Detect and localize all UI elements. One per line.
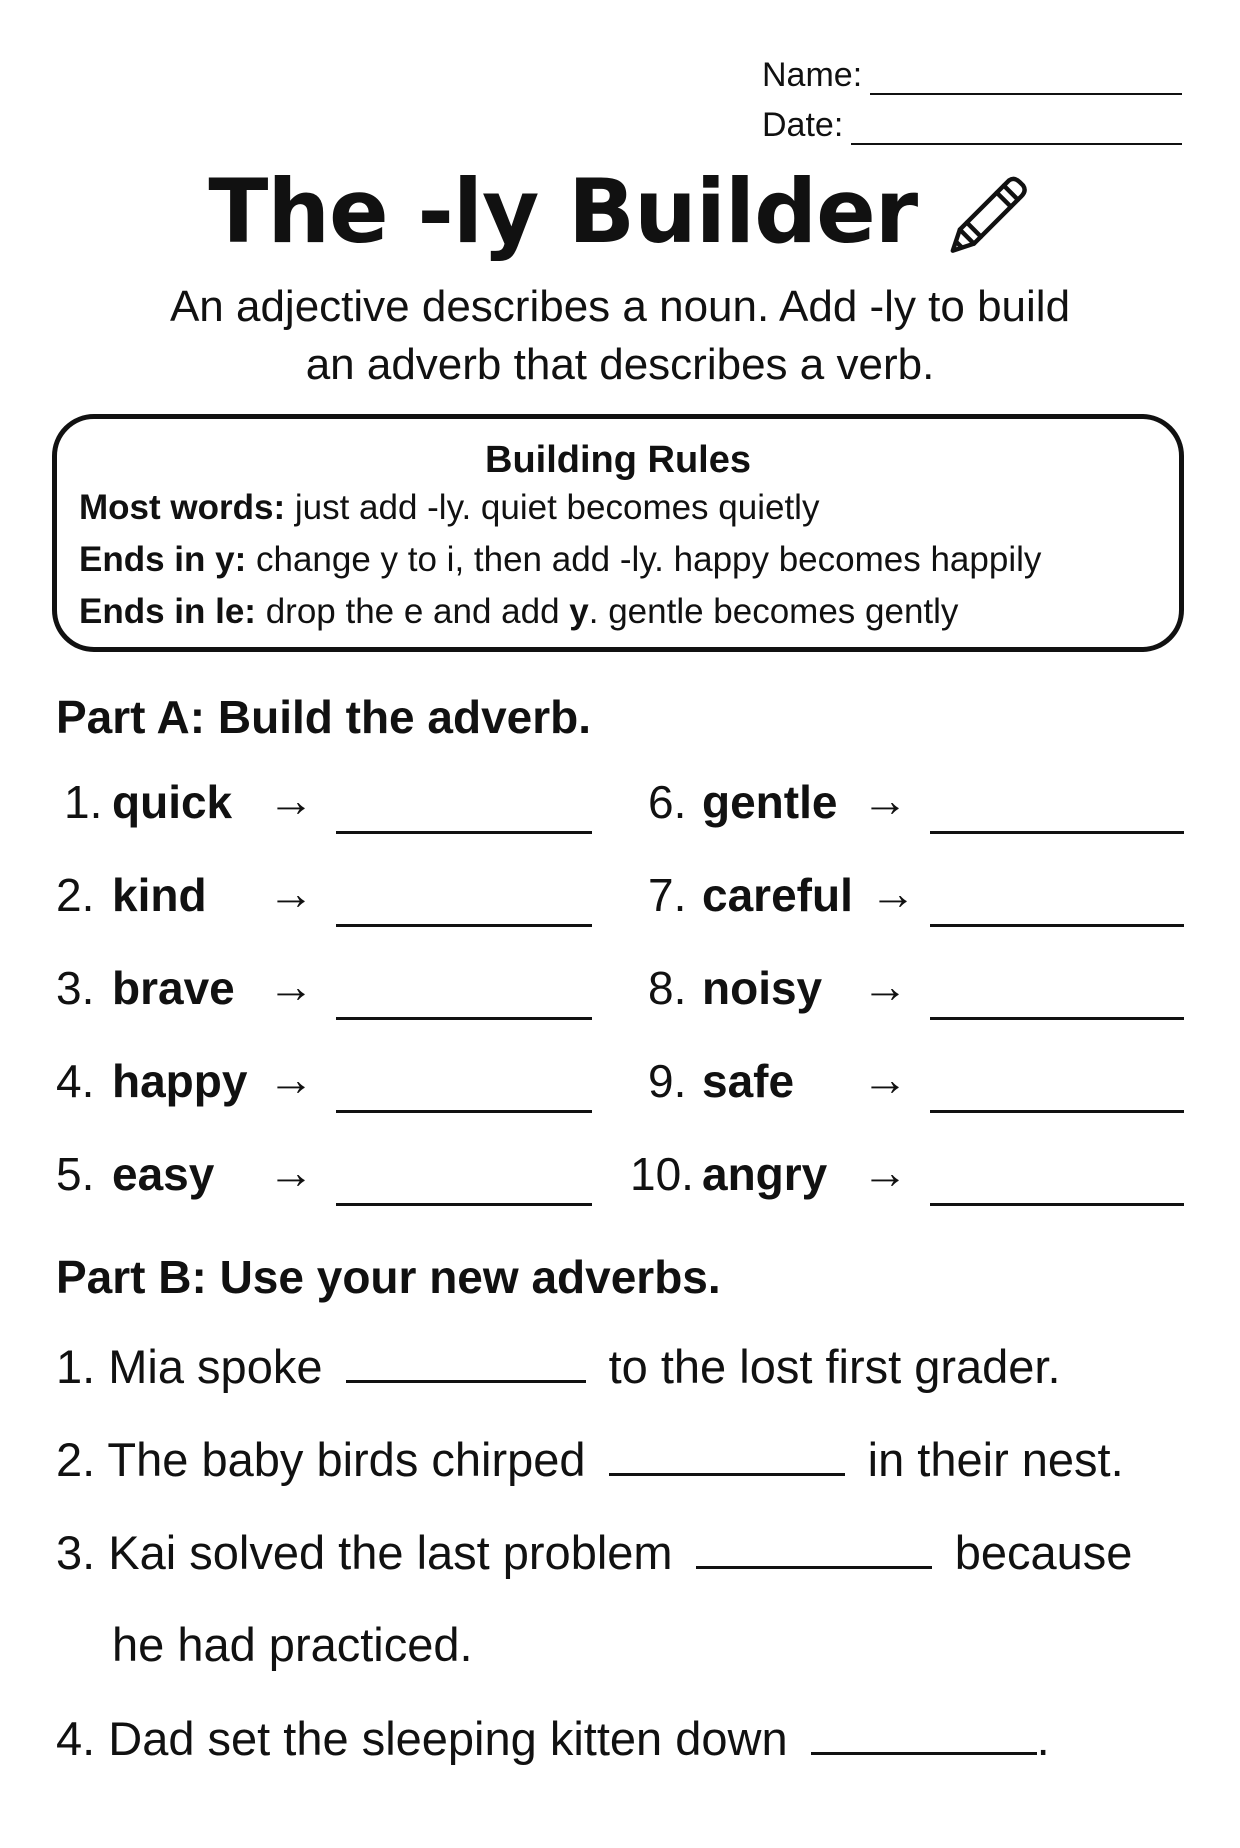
- item-number: 9.: [648, 1055, 687, 1107]
- rule-tail: . gentle becomes gently: [588, 592, 959, 631]
- intro-line-2: an adverb that describes a verb.: [305, 340, 935, 389]
- item-number: 3.: [56, 962, 95, 1014]
- answer-blank[interactable]: [696, 1522, 932, 1569]
- part-a-heading: Part A: Build the adverb.: [56, 691, 592, 743]
- item-number: 8.: [648, 962, 687, 1014]
- rule-label: Most words:: [79, 488, 286, 527]
- page-title: The -ly Builder: [208, 160, 918, 263]
- answer-blank[interactable]: [930, 1203, 1184, 1206]
- item-word: happy: [112, 1055, 248, 1107]
- item-number: 10.: [630, 1148, 694, 1200]
- item-number: 6.: [648, 776, 687, 828]
- sentence-end: in their nest.: [867, 1433, 1124, 1486]
- sentence-start: Kai solved the last problem: [108, 1526, 673, 1579]
- sentence-start: Dad set the sleeping kitten down: [108, 1712, 788, 1765]
- answer-blank[interactable]: [930, 1110, 1184, 1113]
- answer-blank[interactable]: [811, 1708, 1037, 1755]
- arrow-icon: →: [268, 1053, 314, 1105]
- building-rules-box: [52, 414, 1184, 652]
- item-word: gentle: [702, 776, 838, 828]
- item-number: 1.: [56, 1340, 96, 1393]
- sentence-start: The baby birds chirped: [107, 1433, 586, 1486]
- part-b-heading: Part B: Use your new adverbs.: [56, 1251, 721, 1303]
- intro-text: [100, 278, 1140, 394]
- answer-blank[interactable]: [609, 1429, 845, 1476]
- rule-bold-letter: y: [569, 592, 589, 631]
- part-b-item-3-continued: [112, 1615, 473, 1675]
- arrow-icon: →: [268, 867, 314, 919]
- header-fields: [762, 45, 1182, 145]
- sentence-end: to the lost first grader.: [608, 1340, 1061, 1393]
- answer-blank[interactable]: [336, 924, 592, 927]
- name-blank[interactable]: [870, 57, 1182, 95]
- rule-ends-in-y: [79, 534, 1179, 586]
- item-word: safe: [702, 1055, 795, 1107]
- pencil-icon: [944, 168, 1032, 256]
- date-label: Date:: [762, 106, 844, 144]
- date-field[interactable]: [762, 95, 1182, 145]
- item-word: careful: [702, 869, 853, 921]
- rule-label: Ends in y:: [79, 540, 247, 579]
- item-word: kind: [112, 869, 207, 921]
- sentence-start: Mia spoke: [108, 1340, 323, 1393]
- rule-most-words: [79, 482, 1179, 534]
- answer-blank[interactable]: [930, 831, 1184, 834]
- rules-title: Building Rules: [485, 439, 751, 481]
- arrow-icon: →: [862, 960, 908, 1012]
- arrow-icon: →: [870, 867, 916, 919]
- intro-line-1: An adjective describes a noun. Add -ly to build: [169, 282, 1071, 331]
- item-number: 1.: [64, 776, 103, 828]
- sentence-continuation: he had practiced.: [112, 1618, 473, 1671]
- item-word: noisy: [702, 962, 823, 1014]
- part-b-item-1: [56, 1336, 1061, 1397]
- date-blank[interactable]: [851, 107, 1182, 145]
- arrow-icon: →: [268, 960, 314, 1012]
- item-word: easy: [112, 1148, 215, 1200]
- item-word: angry: [702, 1148, 828, 1200]
- title-row: [0, 160, 1240, 263]
- part-b-item-2: [56, 1429, 1124, 1490]
- rule-ends-in-le: [79, 586, 1179, 638]
- arrow-icon: →: [268, 1146, 314, 1198]
- arrow-icon: →: [862, 1053, 908, 1105]
- name-label: Name:: [762, 56, 863, 94]
- item-number: 2.: [56, 869, 95, 921]
- sentence-end: because: [954, 1526, 1133, 1579]
- answer-blank[interactable]: [930, 1017, 1184, 1020]
- arrow-icon: →: [862, 774, 908, 826]
- item-number: 7.: [648, 869, 687, 921]
- item-number: 3.: [56, 1526, 96, 1579]
- rule-text: just add -ly. quiet becomes quietly: [285, 488, 820, 527]
- item-number: 4.: [56, 1055, 95, 1107]
- rule-text: change y to i, then add -ly. happy becomes happily: [246, 540, 1042, 579]
- sentence-end: .: [1036, 1712, 1050, 1765]
- arrow-icon: →: [862, 1146, 908, 1198]
- answer-blank[interactable]: [336, 1203, 592, 1206]
- rule-label: Ends in le:: [79, 592, 256, 631]
- answer-blank[interactable]: [346, 1336, 586, 1383]
- answer-blank[interactable]: [930, 924, 1184, 927]
- name-field[interactable]: [762, 45, 1182, 95]
- item-word: brave: [112, 962, 235, 1014]
- answer-blank[interactable]: [336, 1017, 592, 1020]
- answer-blank[interactable]: [336, 831, 592, 834]
- part-b-item-3: [56, 1522, 1132, 1583]
- answer-blank[interactable]: [336, 1110, 592, 1113]
- rule-text: drop the e and add: [255, 592, 570, 631]
- item-number: 2.: [56, 1433, 96, 1486]
- item-number: 4.: [56, 1712, 96, 1765]
- item-word: quick: [112, 776, 233, 828]
- part-b-item-4: [56, 1708, 1050, 1769]
- arrow-icon: →: [268, 774, 314, 826]
- item-number: 5.: [56, 1148, 95, 1200]
